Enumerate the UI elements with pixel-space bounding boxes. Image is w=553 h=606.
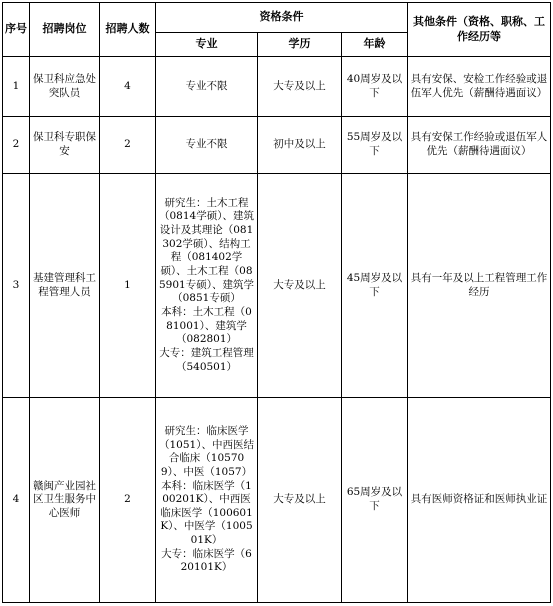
header-row-1 (3, 3, 551, 33)
cell-major (156, 117, 258, 174)
cell-count: 1 (100, 174, 156, 398)
header-count: 招聘人数 (100, 3, 156, 57)
cell-age: 65周岁及以下 (342, 398, 408, 603)
cell-education: 大专及以上 (258, 57, 342, 117)
table-row (3, 117, 551, 174)
cell-count: 2 (100, 117, 156, 174)
cell-age: 55周岁及以下 (342, 117, 408, 174)
cell-seq: 3 (3, 174, 30, 398)
header-seq: 序号 (3, 3, 30, 57)
major-line: 专业不限 (185, 79, 228, 92)
cell-position: 保卫科应急处突队员 (30, 57, 100, 117)
header-age: 年龄 (342, 33, 408, 57)
major-line: 大专：建筑工程管理（540501） (159, 346, 254, 373)
cell-position: 保卫科专职保安 (30, 117, 100, 174)
cell-other: 具有安保、安检工作经验或退伍军人优先（薪酬待遇面议） (408, 57, 551, 117)
header-education: 学历 (258, 33, 342, 57)
header-qualifications: 资格条件 (156, 3, 408, 33)
recruitment-table (2, 2, 551, 603)
cell-other: 具有一年及以上工程管理工作经历 (408, 174, 551, 398)
cell-major (156, 398, 258, 603)
cell-seq: 2 (3, 117, 30, 174)
cell-position: 赣闽产业园社区卫生服务中心医师 (30, 398, 100, 603)
cell-seq: 1 (3, 57, 30, 117)
header-major: 专业 (156, 33, 258, 57)
major-line: 专业不限 (185, 138, 228, 151)
major-line: 本科：土木工程（081001）、建筑学（082801） (161, 305, 252, 346)
cell-education: 大专及以上 (258, 174, 342, 398)
header-position: 招聘岗位 (30, 3, 100, 57)
cell-count: 4 (100, 57, 156, 117)
major-line: 大专：临床医学（620101K） (161, 547, 252, 574)
cell-age: 45周岁及以下 (342, 174, 408, 398)
cell-other: 具有医师资格证和医师执业证 (408, 398, 551, 603)
table-row (3, 57, 551, 117)
cell-education: 初中及以上 (258, 117, 342, 174)
cell-education: 大专及以上 (258, 398, 342, 603)
cell-major (156, 57, 258, 117)
cell-seq: 4 (3, 398, 30, 603)
cell-age: 40周岁及以下 (342, 57, 408, 117)
cell-other: 具有安保工作经验或退伍军人优先（薪酬待遇面议） (408, 117, 551, 174)
cell-count: 2 (100, 398, 156, 603)
cell-major (156, 174, 258, 398)
table-row (3, 174, 551, 398)
table-row (3, 398, 551, 603)
major-line: 研究生：土木工程（0814学硕）、建筑设计及其理论（081302学硕）、结构工程（081402学硕）、土木工程（085901专硕）、建筑学（0851专硕） (159, 196, 254, 305)
header-other: 其他条件（资格、职称、工作经历等 (408, 3, 551, 57)
major-line: 研究生：临床医学（1051）、中西医结合临床（105709）、中医（1057） (159, 424, 254, 478)
major-line: 本科：临床医学（100201K）、中西医临床医学（100601K）、中医学（100501K） (160, 479, 253, 547)
cell-position: 基建管理科工程管理人员 (30, 174, 100, 398)
